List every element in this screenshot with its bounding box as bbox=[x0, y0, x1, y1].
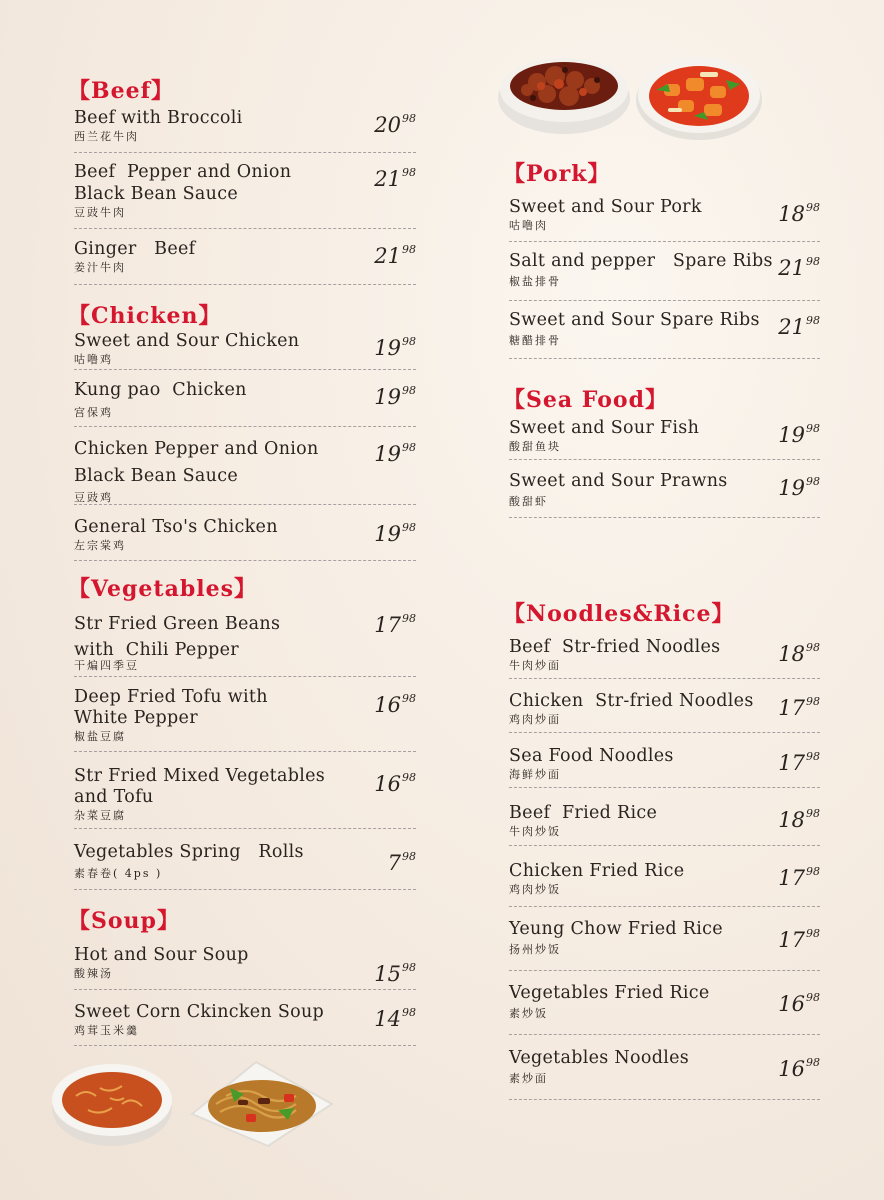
item-chinese-name: 牛肉炒饭 bbox=[509, 825, 561, 838]
item-chinese-name: 咕噜肉 bbox=[509, 219, 548, 232]
menu-item bbox=[509, 309, 820, 347]
divider bbox=[74, 889, 416, 890]
item-price: $18^{98}$ bbox=[778, 807, 820, 832]
section-title-soup: 【Soup】 bbox=[68, 908, 180, 934]
item-price: $15^{98}$ bbox=[374, 961, 416, 986]
item-name: Beef Fried Rice bbox=[509, 803, 658, 823]
divider bbox=[509, 906, 820, 907]
divider bbox=[509, 845, 820, 846]
item-name: Sweet Corn Ckincken Soup bbox=[74, 1002, 325, 1022]
menu-item bbox=[74, 611, 416, 672]
divider bbox=[509, 1099, 820, 1100]
item-name: Vegetables Spring Rolls bbox=[74, 842, 304, 862]
divider bbox=[74, 1045, 416, 1046]
menu-item bbox=[509, 196, 820, 232]
item-price: $16^{98}$ bbox=[778, 1056, 820, 1081]
item-chinese-name: 酸辣汤 bbox=[74, 967, 113, 980]
item-name: Beef with Broccoli bbox=[74, 108, 243, 128]
item-name: Sweet and Sour Spare Ribs bbox=[509, 310, 760, 330]
menu-item bbox=[74, 107, 416, 143]
menu-item bbox=[74, 161, 416, 219]
item-name: Chicken Pepper and Onion Black Bean Sauce bbox=[74, 439, 319, 486]
divider bbox=[509, 1034, 820, 1035]
divider bbox=[74, 369, 416, 370]
item-chinese-name: 素炒饭 bbox=[509, 1007, 548, 1020]
menu-item bbox=[509, 860, 820, 896]
menu-item bbox=[74, 687, 416, 743]
item-chinese-name: 椒盐豆腐 bbox=[74, 730, 126, 743]
item-chinese-name: 干煸四季豆 bbox=[74, 659, 139, 672]
item-price: $21^{98}$ bbox=[778, 314, 820, 339]
item-chinese-name: 豆豉牛肉 bbox=[74, 206, 126, 219]
section-title-vegetables: 【Vegetables】 bbox=[68, 576, 257, 602]
divider bbox=[74, 676, 416, 677]
menu-column-left bbox=[68, 0, 416, 1200]
menu-item bbox=[509, 1047, 820, 1085]
item-name: Str Fried Green Beans with Chili Pepper bbox=[74, 614, 281, 660]
item-chinese-name: 糖醋排骨 bbox=[509, 334, 561, 347]
item-chinese-name: 鸡肉炒面 bbox=[509, 713, 561, 726]
section-title-noodles-rice: 【Noodles&Rice】 bbox=[503, 601, 735, 627]
menu-item bbox=[509, 636, 820, 672]
section-title-chicken: 【Chicken】 bbox=[68, 303, 222, 329]
divider bbox=[509, 241, 820, 242]
item-chinese-name: 豆豉鸡 bbox=[74, 491, 113, 504]
item-chinese-name: 宫保鸡 bbox=[74, 406, 113, 419]
item-name: Kung pao Chicken bbox=[74, 380, 247, 400]
item-chinese-name: 鸡肉炒饭 bbox=[509, 883, 561, 896]
item-price: $19^{98}$ bbox=[778, 475, 820, 500]
menu-item bbox=[509, 918, 820, 956]
menu-item bbox=[74, 841, 416, 880]
divider bbox=[509, 517, 820, 518]
item-price: $21^{98}$ bbox=[374, 166, 416, 191]
item-chinese-name: 牛肉炒面 bbox=[509, 659, 561, 672]
menu-item bbox=[74, 1001, 416, 1037]
item-price: $21^{98}$ bbox=[778, 255, 820, 280]
item-price: $19^{98}$ bbox=[778, 422, 820, 447]
item-chinese-name: 椒盐排骨 bbox=[509, 275, 561, 288]
item-name: Sea Food Noodles bbox=[509, 746, 674, 766]
item-name: General Tso's Chicken bbox=[74, 517, 278, 537]
menu-item bbox=[74, 766, 416, 822]
item-name: Sweet and Sour Pork bbox=[509, 197, 702, 217]
item-price: $14^{98}$ bbox=[374, 1006, 416, 1031]
menu-item bbox=[509, 470, 820, 508]
item-name: Beef Str-fried Noodles bbox=[509, 637, 721, 657]
menu-column-right bbox=[503, 0, 820, 1200]
item-price: $16^{98}$ bbox=[374, 771, 416, 796]
menu-item bbox=[509, 250, 820, 288]
item-price: $16^{98}$ bbox=[778, 991, 820, 1016]
item-price: $16^{98}$ bbox=[374, 692, 416, 717]
divider bbox=[74, 228, 416, 229]
menu-item bbox=[509, 417, 820, 453]
item-price: $19^{98}$ bbox=[374, 335, 416, 360]
item-price: $17^{98}$ bbox=[778, 695, 820, 720]
divider bbox=[74, 751, 416, 752]
section-title-pork: 【Pork】 bbox=[503, 161, 611, 187]
item-chinese-name: 扬州炒饭 bbox=[509, 943, 561, 956]
item-chinese-name: 左宗棠鸡 bbox=[74, 539, 126, 552]
divider bbox=[74, 560, 416, 561]
item-price: $21^{98}$ bbox=[374, 243, 416, 268]
item-chinese-name: 咕噜鸡 bbox=[74, 353, 113, 366]
menu-item bbox=[509, 982, 820, 1020]
divider bbox=[509, 732, 820, 733]
item-price: $18^{98}$ bbox=[778, 201, 820, 226]
divider bbox=[509, 678, 820, 679]
divider bbox=[509, 300, 820, 301]
item-price: $7^{98}$ bbox=[387, 850, 416, 875]
item-name: Vegetables Noodles bbox=[509, 1048, 690, 1068]
section-title-seafood: 【Sea Food】 bbox=[503, 387, 668, 413]
item-name: Hot and Sour Soup bbox=[74, 945, 249, 965]
item-chinese-name: 姜汁牛肉 bbox=[74, 261, 126, 274]
divider bbox=[74, 504, 416, 505]
item-chinese-name: 酸甜虾 bbox=[509, 495, 548, 508]
item-price: $17^{98}$ bbox=[778, 750, 820, 775]
item-chinese-name: 素春卷( 4ps ) bbox=[74, 867, 163, 880]
divider bbox=[509, 358, 820, 359]
item-name: Sweet and Sour Chicken bbox=[74, 331, 300, 351]
item-name: Beef Pepper and Onion Black Bean Sauce bbox=[74, 162, 292, 204]
menu-item bbox=[509, 690, 820, 726]
divider bbox=[74, 284, 416, 285]
item-chinese-name: 杂菜豆腐 bbox=[74, 809, 126, 822]
item-price: $17^{98}$ bbox=[374, 612, 416, 637]
divider bbox=[74, 426, 416, 427]
item-price: $19^{98}$ bbox=[374, 521, 416, 546]
item-chinese-name: 海鲜炒面 bbox=[509, 768, 561, 781]
divider bbox=[74, 152, 416, 153]
menu-item bbox=[74, 379, 416, 419]
item-chinese-name: 西兰花牛肉 bbox=[74, 130, 139, 143]
menu-item bbox=[74, 436, 416, 504]
item-name: Deep Fried Tofu with White Pepper bbox=[74, 687, 268, 728]
divider bbox=[509, 787, 820, 788]
menu-item bbox=[74, 944, 416, 986]
menu-item bbox=[74, 330, 416, 366]
item-name: Chicken Str-fried Noodles bbox=[509, 691, 754, 711]
item-chinese-name: 酸甜鱼块 bbox=[509, 440, 561, 453]
item-name: Sweet and Sour Fish bbox=[509, 418, 700, 438]
section-title-beef: 【Beef】 bbox=[68, 78, 175, 104]
item-name: Salt and pepper Spare Ribs bbox=[509, 251, 773, 271]
menu-item bbox=[74, 516, 416, 552]
item-chinese-name: 素炒面 bbox=[509, 1072, 548, 1085]
menu-item bbox=[509, 802, 820, 838]
divider bbox=[74, 828, 416, 829]
item-name: Ginger Beef bbox=[74, 239, 196, 259]
menu-item bbox=[509, 745, 820, 781]
divider bbox=[74, 989, 416, 990]
item-name: Chicken Fried Rice bbox=[509, 861, 685, 881]
menu-item bbox=[74, 238, 416, 274]
item-name: Vegetables Fried Rice bbox=[509, 983, 710, 1003]
item-price: $17^{98}$ bbox=[778, 865, 820, 890]
item-price: $17^{98}$ bbox=[778, 927, 820, 952]
item-name: Yeung Chow Fried Rice bbox=[509, 919, 723, 939]
item-price: $19^{98}$ bbox=[374, 384, 416, 409]
item-price: $20^{98}$ bbox=[374, 112, 416, 137]
item-name: Sweet and Sour Prawns bbox=[509, 471, 728, 491]
item-price: $18^{98}$ bbox=[778, 641, 820, 666]
item-chinese-name: 鸡茸玉米羹 bbox=[74, 1024, 139, 1037]
item-price: $19^{98}$ bbox=[374, 441, 416, 466]
divider bbox=[509, 970, 820, 971]
item-name: Str Fried Mixed Vegetables and Tofu bbox=[74, 766, 326, 807]
divider bbox=[509, 459, 820, 460]
